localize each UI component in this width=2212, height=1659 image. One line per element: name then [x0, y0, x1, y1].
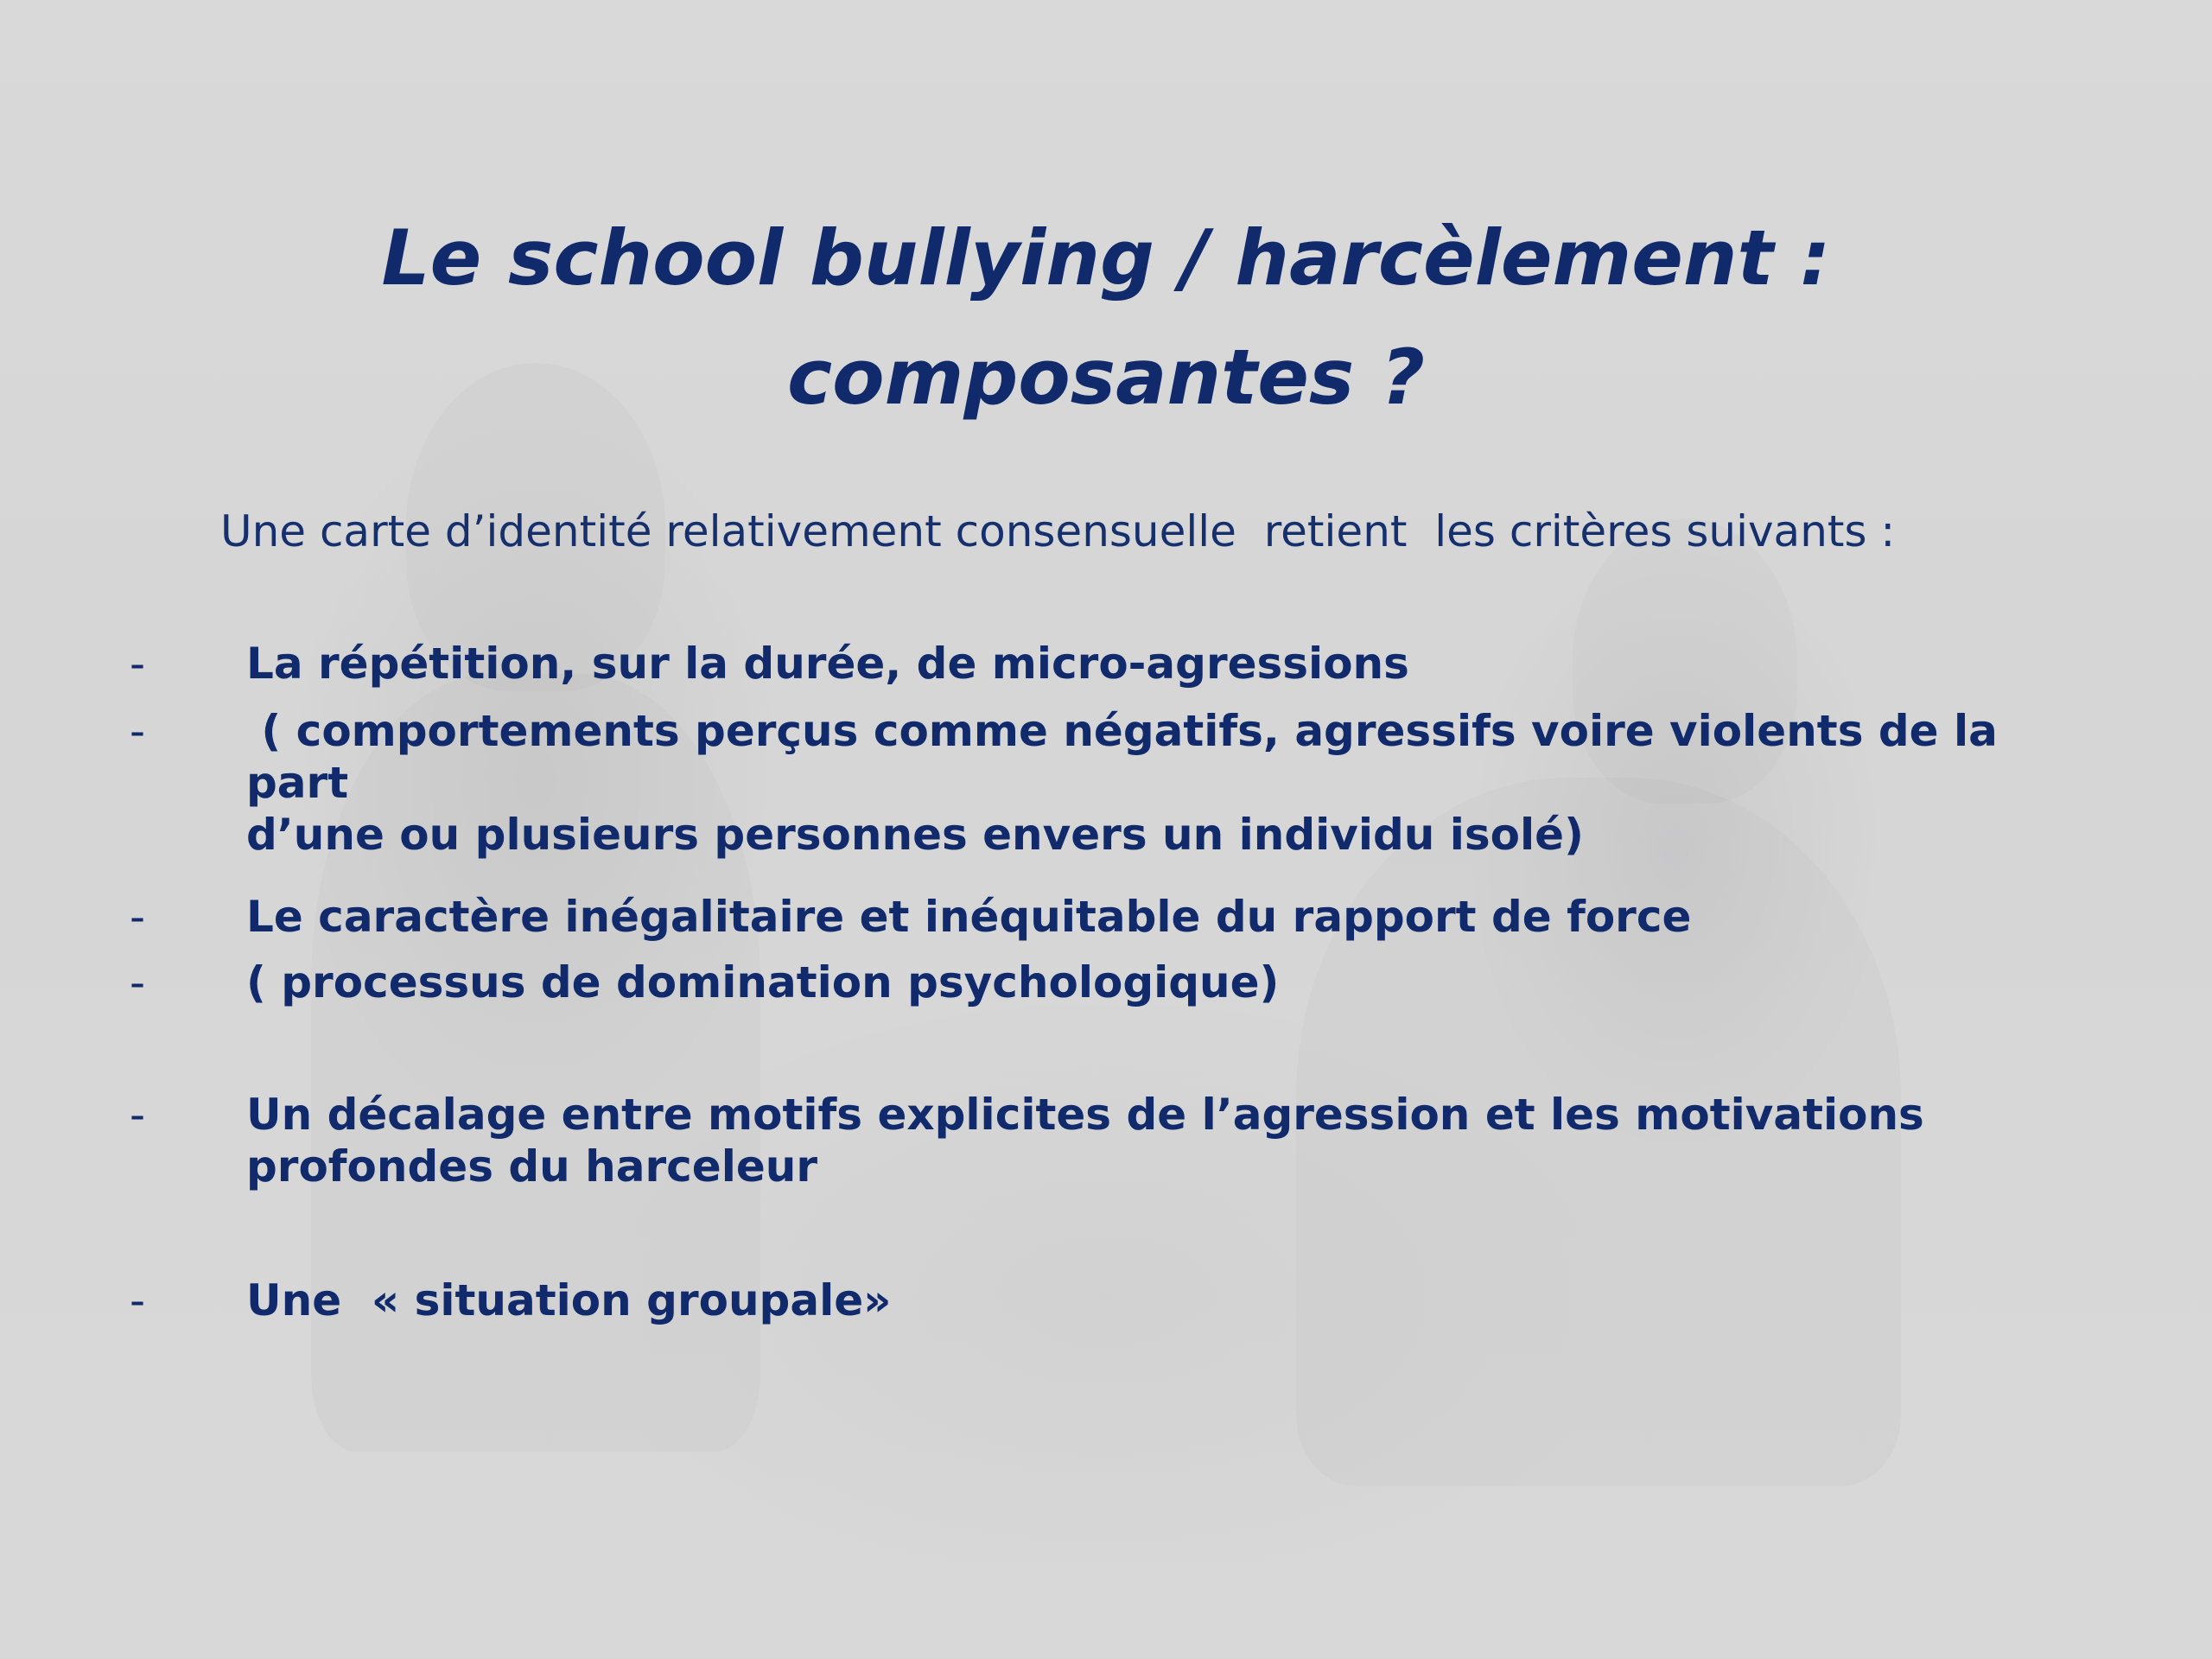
bullet-dash: - [130, 892, 146, 942]
bullet-dash: - [130, 1090, 146, 1140]
slide-title-line-1: Le school bullying / harcèlement : [381, 213, 1831, 302]
list-item-text: Une « situation groupale» [246, 1275, 892, 1325]
slide-title-line-2: composantes ? [787, 333, 1425, 422]
bullet-dash: - [130, 706, 146, 756]
bullet-dash: - [130, 1275, 146, 1325]
list-item-text: Le caractère inégalitaire et inéquitable du rapport de force [246, 892, 1692, 942]
list-item-text: Un décalage entre motifs explicites de l’agression et les motivations profondes du harceleur [246, 1090, 1924, 1192]
list-item-text: ( comportements perçus comme négatifs, agressifs voire violents de la part d’une ou plusieurs personnes envers un individu isolé) [246, 706, 1998, 860]
bullet-dash: - [130, 957, 146, 1007]
intro-text: Une carte d’identité relativement consensuelle retient les critères suivants : [220, 506, 1896, 556]
list-item-text: ( processus de domination psychologique) [246, 957, 1280, 1007]
bullet-dash: - [130, 639, 146, 689]
list-item-text: La répétition, sur la durée, de micro-agressions [246, 639, 1409, 689]
